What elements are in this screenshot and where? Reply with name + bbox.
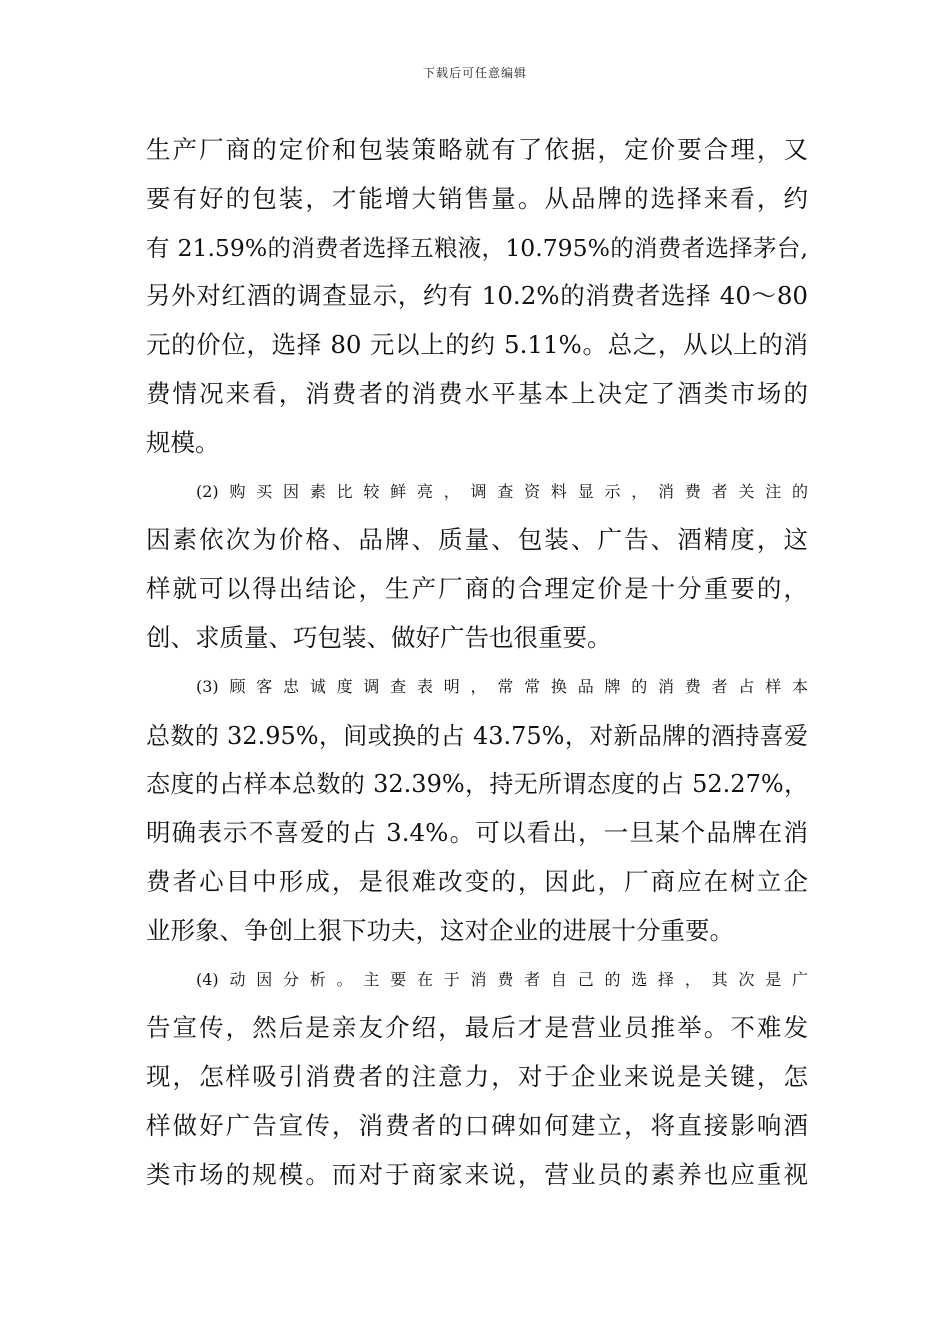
text-line: 样就可以得出结论，生产厂商的合理定价是十分重要的， (146, 574, 808, 604)
text-line: 费情况来看，消费者的消费水平基本上决定了酒类市场的 (146, 378, 808, 408)
text-line: 创、求质量、巧包装、做好广告也很重要。 (146, 622, 612, 652)
text-line: 有 21.59%的消费者选择五粮液，10.795%的消费者选择茅台, (146, 233, 808, 262)
text-line: 态度的占样本总数的 32.39%，持无所谓态度的占 52.27%， (146, 770, 808, 799)
text-line: 另外对红酒的调查显示，约有 10.2%的消费者选择 40～80 (146, 281, 808, 311)
text-line: 业形象、争创上狠下功夫，这对企业的进展十分重要。 (146, 915, 734, 945)
paragraph-first-line: (4)动因分析。主要在于消费者自己的选择，其次是广 (196, 969, 808, 989)
text-line: 生产厂商的定价和包装策略就有了依据，定价要合理，又 (146, 135, 808, 164)
paragraph-first-line: (3)顾客忠诚度调查表明，常常换品牌的消费者占样本 (196, 676, 808, 696)
text-line: 告宣传，然后是亲友介绍，最后才是营业员推举。不难发 (146, 1013, 808, 1043)
text-line: 规模。 (146, 427, 220, 457)
text-line: 类市场的规模。而对于商家来说，营业员的素养也应重视 (146, 1159, 808, 1189)
paragraph-first-line: (2)购买因素比较鲜亮，调查资料显示，消费者关注的 (196, 481, 808, 501)
text-line: 因素依次为价格、品牌、质量、包装、广告、酒精度，这 (146, 525, 808, 555)
text-line: 总数的 32.95%，间或换的占 43.75%，对新品牌的酒持喜爱 (146, 721, 808, 750)
text-line: 元的价位，选择 80 元以上的约 5.11%。总之，从以上的消 (146, 330, 808, 360)
text-line: 费者心目中形成，是很难改变的，因此，厂商应在树立企 (146, 866, 808, 896)
page-header-note: 下载后可任意编辑 (422, 66, 527, 80)
document-body (146, 126, 808, 1200)
text-line: 明确表示不喜爱的占 3.4%。可以看出，一旦某个品牌在消 (146, 818, 808, 848)
text-line: 现，怎样吸引消费者的注意力，对于企业来说是关键，怎 (146, 1062, 808, 1092)
text-line: 要有好的包装，才能增大销售量。从品牌的选择来看，约 (146, 183, 808, 213)
text-line: 样做好广告宣传，消费者的口碑如何建立，将直接影响酒 (146, 1110, 808, 1140)
